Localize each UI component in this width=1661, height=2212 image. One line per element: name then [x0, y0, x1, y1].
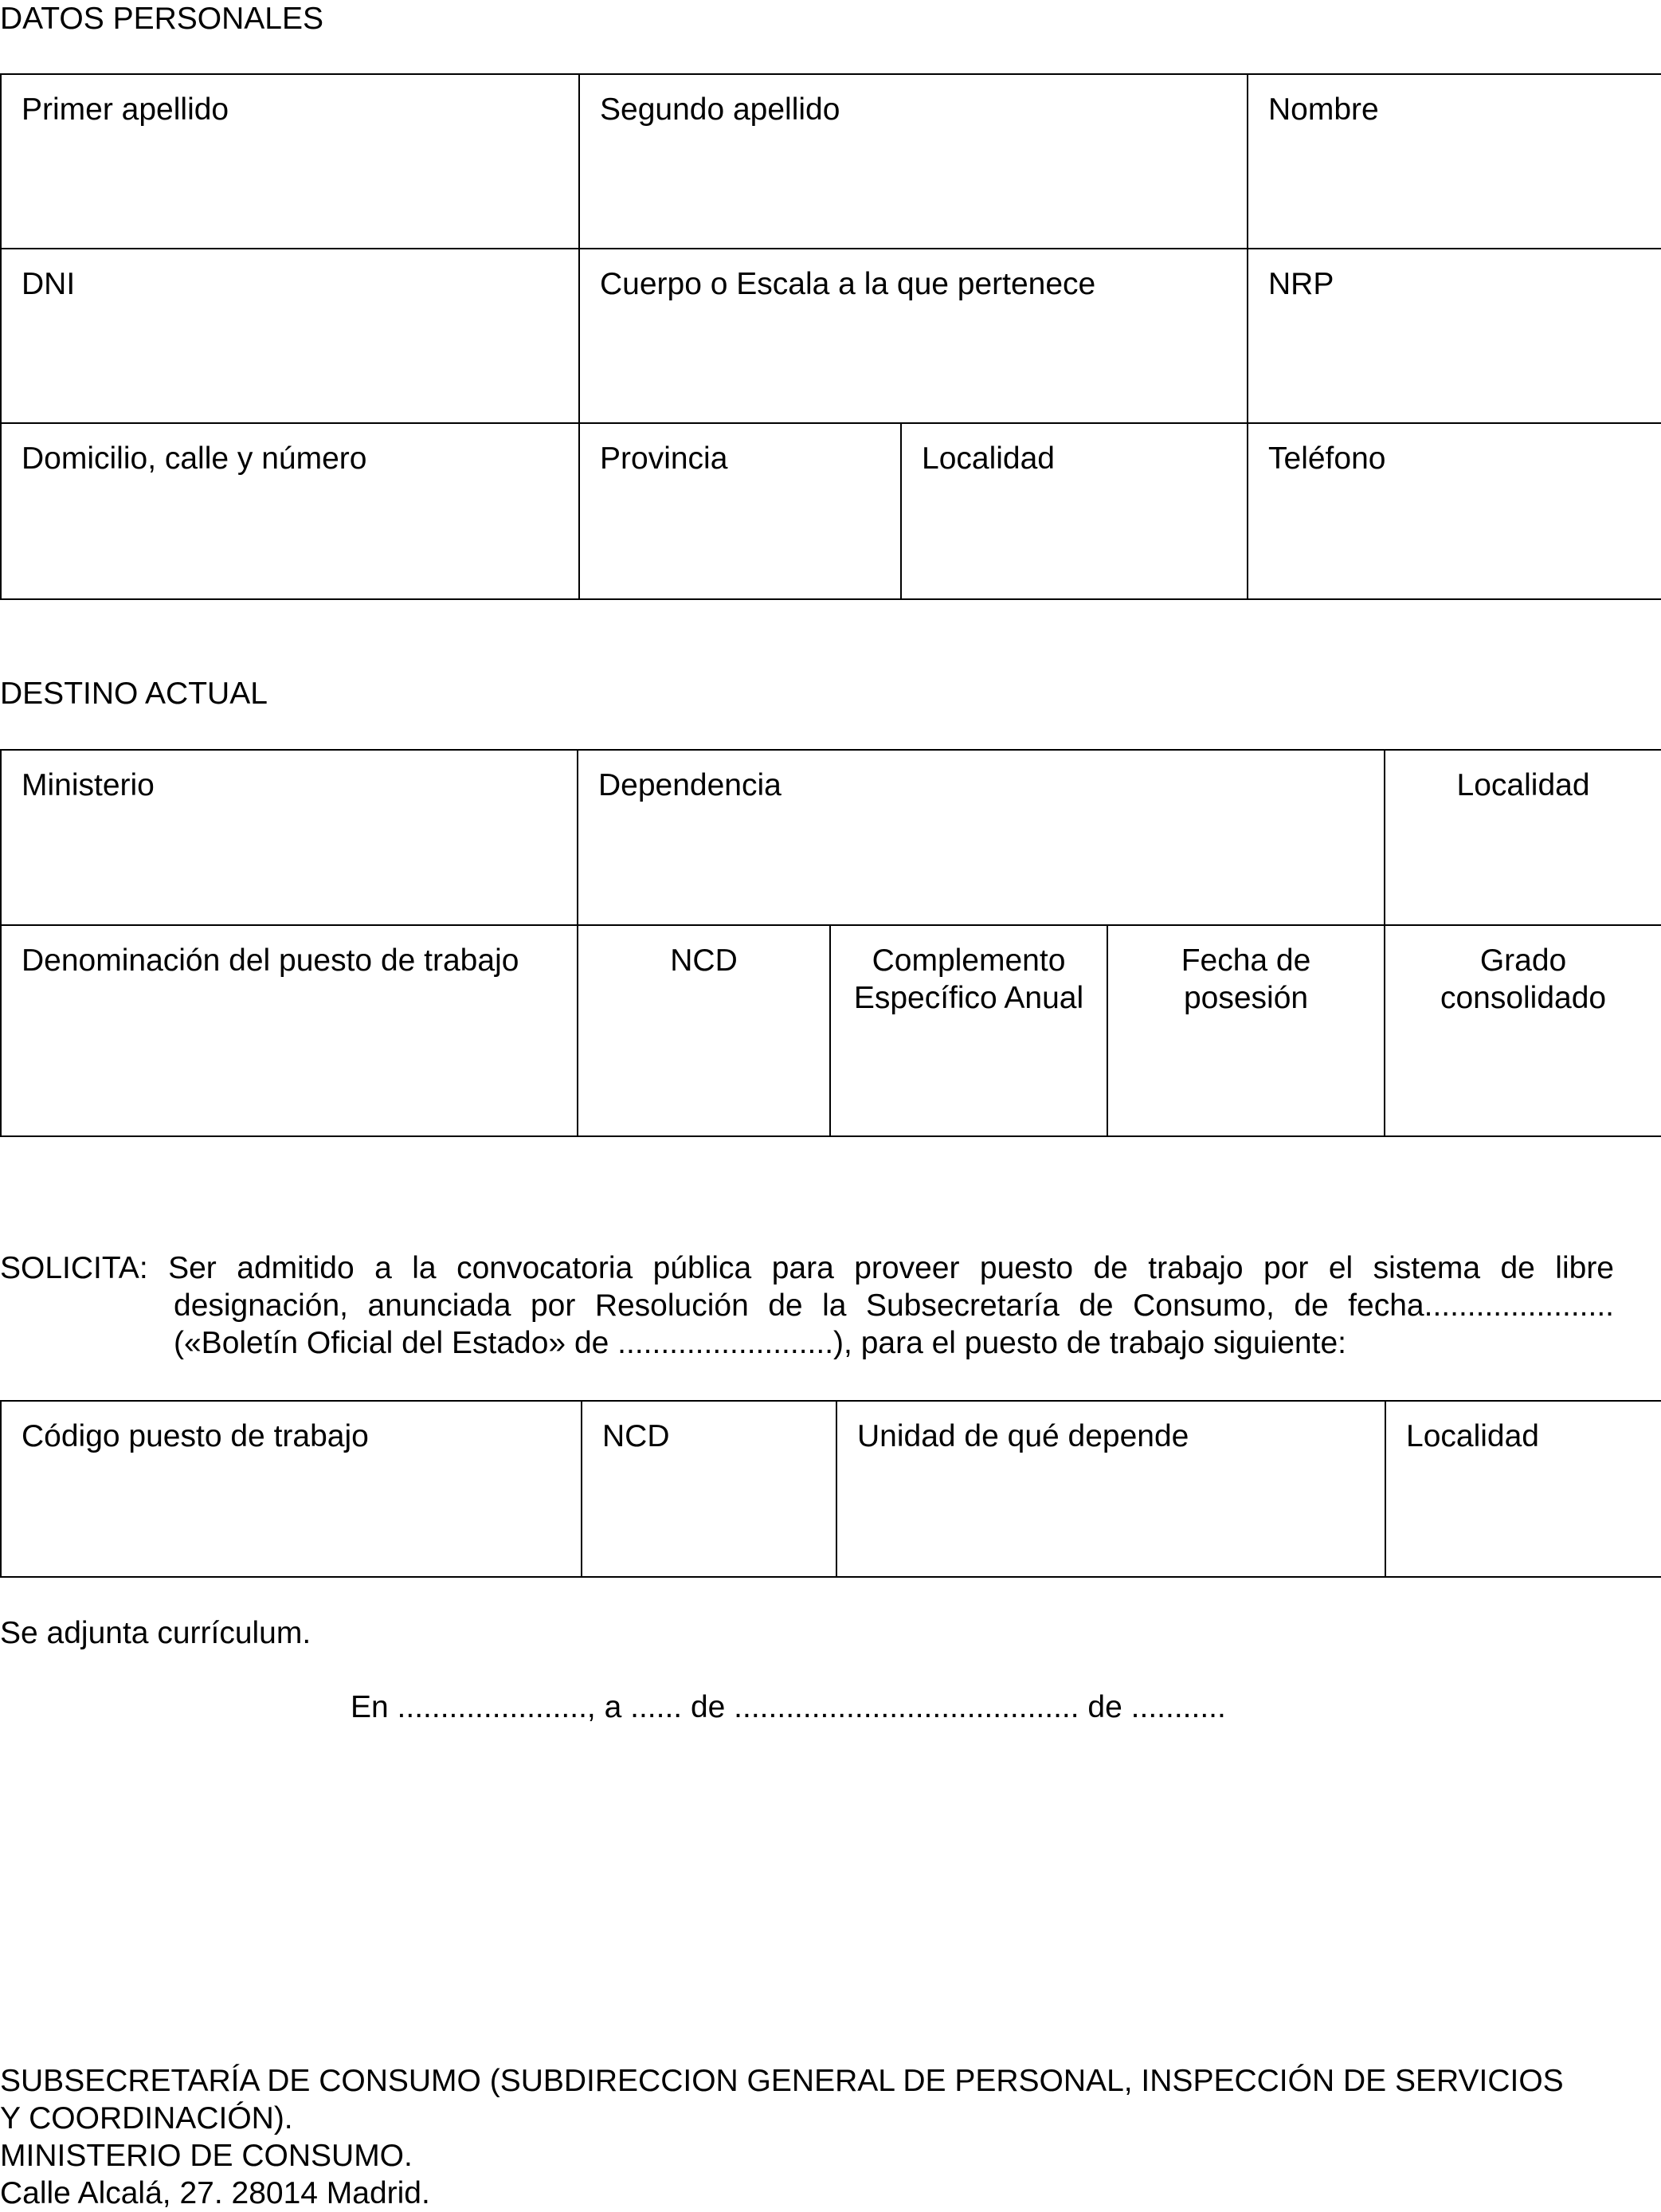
field-dni[interactable]: [1, 249, 579, 423]
section-heading-destino-actual: DESTINO ACTUAL: [0, 677, 268, 711]
label-denominacion: Denominación del puesto de trabajo: [22, 943, 519, 978]
field-telefono[interactable]: [1248, 423, 1661, 599]
puesto-table: [0, 1400, 1661, 1578]
solicita-paragraph: [0, 1249, 1614, 1362]
label-ministerio: Ministerio: [22, 768, 155, 802]
label-dni: DNI: [22, 267, 76, 301]
label-fecha-line1: Fecha de: [1181, 943, 1311, 978]
label-unidad: Unidad de qué depende: [857, 1419, 1189, 1453]
field-segundo-apellido[interactable]: [579, 74, 1248, 249]
field-unidad[interactable]: [836, 1401, 1385, 1577]
solicita-line-2: designación, anunciada por Resolución de la Subsecretaría de Consumo, de fecha......................: [174, 1288, 1614, 1323]
label-dependencia: Dependencia: [598, 768, 782, 802]
field-codigo-puesto[interactable]: [1, 1401, 582, 1577]
field-primer-apellido[interactable]: [1, 74, 579, 249]
label-puesto-localidad: Localidad: [1406, 1419, 1539, 1453]
label-segundo-apellido: Segundo apellido: [600, 92, 840, 127]
field-nombre[interactable]: [1248, 74, 1661, 249]
label-telefono: Teléfono: [1268, 441, 1386, 476]
label-fecha-line2: posesión: [1183, 981, 1309, 1015]
label-localidad: Localidad: [922, 441, 1055, 476]
field-provincia[interactable]: [579, 423, 901, 599]
field-dependencia[interactable]: [578, 750, 1385, 925]
field-ministerio[interactable]: [1, 750, 578, 925]
field-denominacion[interactable]: [1, 925, 578, 1136]
field-localidad[interactable]: [901, 423, 1248, 599]
field-domicilio[interactable]: [1, 423, 579, 599]
label-provincia: Provincia: [600, 441, 728, 476]
adjunta-curriculum: Se adjunta currículum.: [0, 1616, 311, 1650]
label-nombre: Nombre: [1268, 92, 1379, 127]
label-grado-line1: Grado: [1479, 943, 1567, 978]
fecha-lugar-line: En ......................, a ...... de ........................................ de ...........: [351, 1690, 1226, 1724]
solicita-line-1: SOLICITA: Ser admitido a la convocatoria pública para proveer puesto de trabajo por el sistema de libre: [0, 1251, 1614, 1285]
footer-line-4: Calle Alcalá, 27. 28014 Madrid.: [0, 2176, 430, 2210]
field-grado[interactable]: [1385, 925, 1661, 1136]
label-cuerpo: Cuerpo o Escala a la que pertenece: [600, 267, 1096, 301]
label-ncd: NCD: [670, 943, 738, 978]
section-heading-datos-personales: DATOS PERSONALES: [0, 2, 324, 36]
footer-address: [0, 2062, 1564, 2212]
field-destino-localidad[interactable]: [1385, 750, 1661, 925]
field-nrp[interactable]: [1248, 249, 1661, 423]
label-nrp: NRP: [1268, 267, 1334, 301]
field-cuerpo[interactable]: [579, 249, 1248, 423]
destino-table: [0, 749, 1661, 1137]
field-fecha-posesion[interactable]: [1107, 925, 1385, 1136]
label-puesto-ncd: NCD: [602, 1419, 670, 1453]
personal-data-table: [0, 73, 1661, 600]
label-grado-line2: consolidado: [1440, 981, 1607, 1015]
label-destino-localidad: Localidad: [1456, 768, 1590, 802]
footer-line-3: MINISTERIO DE CONSUMO.: [0, 2139, 413, 2173]
footer-line-2: Y COORDINACIÓN).: [0, 2101, 293, 2136]
footer-line-1: SUBSECRETARÍA DE CONSUMO (SUBDIRECCION GENERAL DE PERSONAL, INSPECCIÓN DE SERVICIOS: [0, 2064, 1564, 2098]
label-domicilio: Domicilio, calle y número: [22, 441, 367, 476]
field-puesto-localidad[interactable]: [1385, 1401, 1661, 1577]
label-complemento-line2: Específico Anual: [853, 981, 1084, 1015]
label-complemento-line1: Complemento: [872, 943, 1066, 978]
label-primer-apellido: Primer apellido: [22, 92, 229, 127]
solicita-line-3: («Boletín Oficial del Estado» de .........................), para el puesto de trabajo siguiente:: [174, 1326, 1346, 1360]
field-ncd[interactable]: [578, 925, 830, 1136]
field-complemento[interactable]: [830, 925, 1107, 1136]
field-puesto-ncd[interactable]: [582, 1401, 836, 1577]
label-codigo-puesto: Código puesto de trabajo: [22, 1419, 369, 1453]
